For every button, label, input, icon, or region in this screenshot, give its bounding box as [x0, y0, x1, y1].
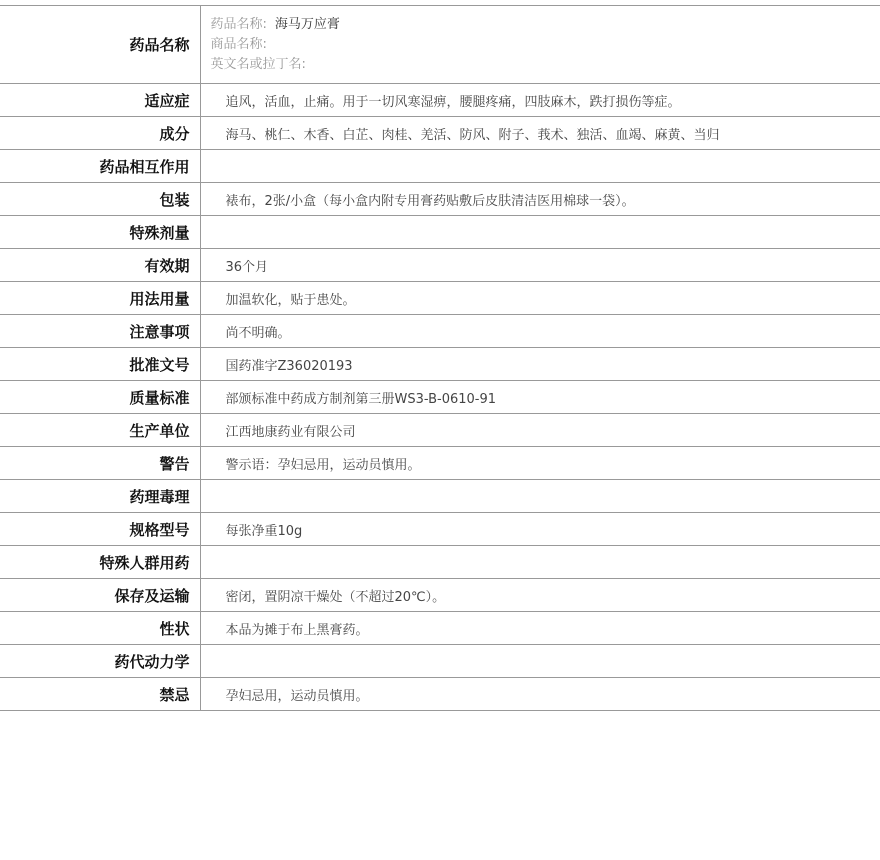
row-value: 加温软化，贴于患处。 — [200, 282, 880, 315]
table-row — [0, 579, 880, 612]
row-label: 性状 — [0, 612, 200, 645]
generic-name-line — [211, 15, 880, 35]
table-row — [0, 249, 880, 282]
row-value — [200, 150, 880, 183]
row-label: 包装 — [0, 183, 200, 216]
row-label: 特殊人群用药 — [0, 546, 200, 579]
trade-name-line — [211, 35, 880, 55]
row-value: 追风，活血，止痛。用于一切风寒湿痹，腰腿疼痛，四肢麻木，跌打损伤等症。 — [200, 84, 880, 117]
table-row — [0, 513, 880, 546]
row-label: 成分 — [0, 117, 200, 150]
row-value: 尚不明确。 — [200, 315, 880, 348]
row-value: 36个月 — [200, 249, 880, 282]
row-label: 药理毒理 — [0, 480, 200, 513]
table-row — [0, 282, 880, 315]
table-row — [0, 183, 880, 216]
row-value: 每张净重10g — [200, 513, 880, 546]
table-row — [0, 216, 880, 249]
row-label: 批准文号 — [0, 348, 200, 381]
table-row — [0, 678, 880, 711]
table-row — [0, 381, 880, 414]
row-value: 江西地康药业有限公司 — [200, 414, 880, 447]
table-row — [0, 315, 880, 348]
row-label: 特殊剂量 — [0, 216, 200, 249]
name-details-cell — [200, 6, 880, 84]
drug-info-table — [0, 5, 880, 711]
table-row — [0, 612, 880, 645]
generic-name-label: 药品名称: — [210, 16, 267, 32]
table-row — [0, 414, 880, 447]
row-label: 规格型号 — [0, 513, 200, 546]
row-value — [200, 645, 880, 678]
table-row — [0, 645, 880, 678]
table-row — [0, 150, 880, 183]
row-value: 本品为摊于布上黑膏药。 — [200, 612, 880, 645]
row-label: 生产单位 — [0, 414, 200, 447]
row-label: 药代动力学 — [0, 645, 200, 678]
table-row-drug-name — [0, 6, 880, 84]
row-value — [200, 480, 880, 513]
row-label: 药品相互作用 — [0, 150, 200, 183]
name-details — [201, 15, 880, 75]
generic-name-value: 海马万应膏 — [274, 16, 340, 32]
table-row — [0, 117, 880, 150]
row-label: 注意事项 — [0, 315, 200, 348]
row-value: 孕妇忌用，运动员慎用。 — [200, 678, 880, 711]
row-value: 国药准字Z36020193 — [200, 348, 880, 381]
row-label: 警告 — [0, 447, 200, 480]
row-label: 适应症 — [0, 84, 200, 117]
table-row — [0, 546, 880, 579]
latin-name-label: 英文名或拉丁名: — [210, 56, 306, 72]
row-label: 保存及运输 — [0, 579, 200, 612]
row-value: 密闭，置阴凉干燥处（不超过20℃）。 — [200, 579, 880, 612]
table-row — [0, 84, 880, 117]
table-body — [0, 6, 880, 711]
row-value: 部颁标准中药成方制剂第三册WS3-B-0610-91 — [200, 381, 880, 414]
row-label: 禁忌 — [0, 678, 200, 711]
row-label: 用法用量 — [0, 282, 200, 315]
row-value: 海马、桃仁、木香、白芷、肉桂、羌活、防风、附子、莪术、独活、血竭、麻黄、当归 — [200, 117, 880, 150]
row-label: 药品名称 — [0, 6, 200, 84]
row-label: 有效期 — [0, 249, 200, 282]
row-value: 裱布，2张/小盒（每小盒内附专用膏药贴敷后皮肤清洁医用棉球一袋）。 — [200, 183, 880, 216]
row-value — [200, 546, 880, 579]
row-value: 警示语：孕妇忌用，运动员慎用。 — [200, 447, 880, 480]
trade-name-label: 商品名称: — [210, 36, 267, 52]
row-value — [200, 216, 880, 249]
row-label: 质量标准 — [0, 381, 200, 414]
table-row — [0, 348, 880, 381]
latin-name-line — [211, 55, 880, 75]
table-row — [0, 447, 880, 480]
table-row — [0, 480, 880, 513]
